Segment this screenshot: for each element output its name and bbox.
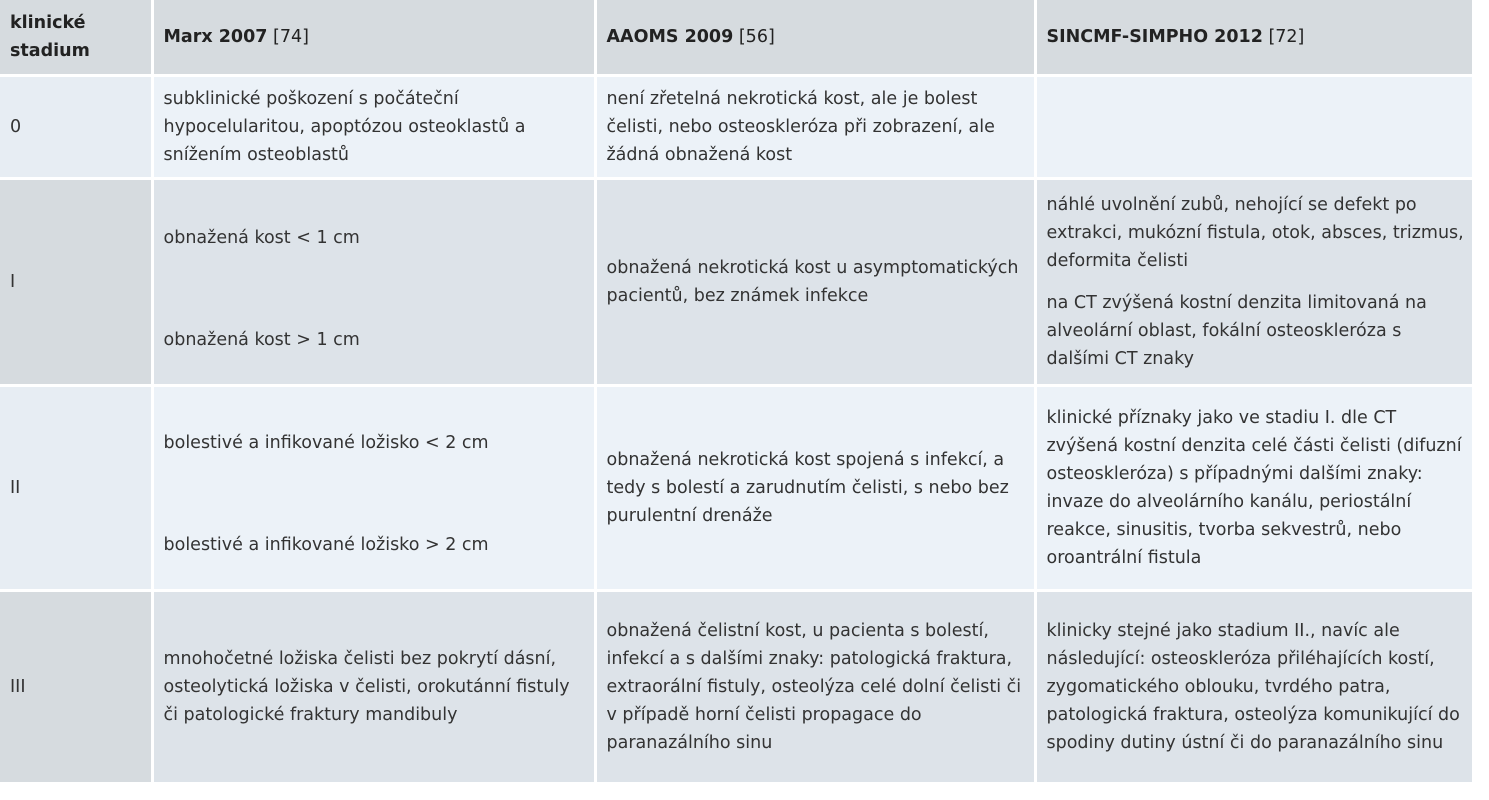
marx-cell: mnohočetné ložiska čelisti bez pokrytí dásní, osteolytická ložiska v čelisti, orokutánní fistuly či patologické fraktury mandibuly	[152, 590, 595, 783]
marx-subentry: bolestivé a infikované ložisko < 2 cm	[163, 432, 489, 453]
stage-cell: II	[0, 385, 152, 590]
header-stage: klinické stadium	[0, 0, 152, 75]
header-aaoms	[595, 0, 1035, 75]
header-marx	[152, 0, 595, 75]
header-marx-title: Marx 2007	[163, 26, 268, 47]
sincmf-cell: klinické příznaky jako ve stadiu I. dle CT zvýšená kostní denzita celé části čelisti (difuzní osteoskleróza) s případnými dalšími znaky: invaze do alveolárního kanálu, periostální reakce, sinusitis, tvorba sekvestrů, nebo oroantrální fistula	[1035, 385, 1472, 590]
aaoms-cell: obnažená čelistní kost, u pacienta s bolestí, infekcí a s dalšími znaky: patologická fraktura, extraorální fistuly, osteolýza celé dolní čelisti či v případě horní čelisti propagace do paranazálního sinu	[595, 590, 1035, 783]
table-row	[0, 75, 1472, 178]
marx-cell	[152, 178, 595, 385]
stage-cell: III	[0, 590, 152, 783]
header-sincmf	[1035, 0, 1472, 75]
header-row	[0, 0, 1472, 75]
sincmf-cell	[1035, 178, 1472, 385]
table-row	[0, 178, 1472, 385]
header-aaoms-title: AAOMS 2009	[606, 26, 734, 47]
aaoms-cell: obnažená nekrotická kost u asymptomatických pacientů, bez známek infekce	[595, 178, 1035, 385]
table-row	[0, 590, 1472, 783]
marx-cell: subklinické poškození s počáteční hypocelularitou, apoptózou osteoklastů a snížením osteoblastů	[152, 75, 595, 178]
stage-cell: I	[0, 178, 152, 385]
marx-subentry: obnažená kost < 1 cm	[163, 227, 360, 248]
marx-subentry: obnažená kost > 1 cm	[163, 329, 360, 350]
aaoms-cell: obnažená nekrotická kost spojená s infekcí, a tedy s bolestí a zarudnutím čelisti, s nebo bez purulentní drenáže	[595, 385, 1035, 590]
sincmf-paragraph: na CT zvýšená kostní denzita limitovaná na alveolární oblast, fokální osteoskleróza s dalšími CT znaky	[1046, 292, 1427, 369]
header-sincmf-ref: [72]	[1268, 26, 1305, 47]
sincmf-cell: klinicky stejné jako stadium II., navíc ale následující: osteoskleróza přiléhajících kostí, zygomatického oblouku, tvrdého patra, patologická fraktura, osteolýza komunikující do spodiny dutiny ústní či do paranazálního sinu	[1035, 590, 1472, 783]
stage-cell: 0	[0, 75, 152, 178]
table-row	[0, 385, 1472, 590]
sincmf-cell	[1035, 75, 1472, 178]
header-marx-ref: [74]	[273, 26, 309, 47]
sincmf-paragraph: náhlé uvolnění zubů, nehojící se defekt po extrakci, mukózní fistula, otok, absces, trizmus, deformita čelisti	[1046, 194, 1464, 271]
header-aaoms-ref: [56]	[738, 26, 775, 47]
marx-subentry: bolestivé a infikované ložisko > 2 cm	[163, 534, 489, 555]
header-sincmf-title: SINCMF-SIMPHO 2012	[1046, 26, 1263, 47]
aaoms-cell: není zřetelná nekrotická kost, ale je bolest čelisti, nebo osteoskleróza při zobrazení, ale žádná obnažená kost	[595, 75, 1035, 178]
marx-cell	[152, 385, 595, 590]
